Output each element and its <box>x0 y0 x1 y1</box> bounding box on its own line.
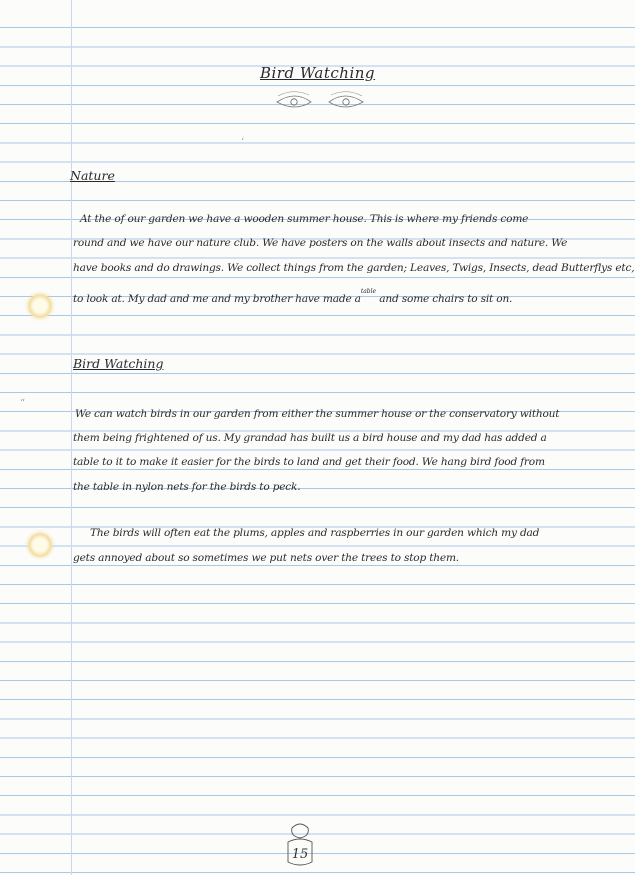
punch-hole-bottom <box>28 533 52 557</box>
text-line: round and we have our nature club. We have posters on the walls about insects and nature. We <box>73 237 568 249</box>
text-line: We can watch birds in our garden from either the summer house or the conservatory without <box>75 408 560 420</box>
text-line: have books and do drawings. We collect things from the garden; Leaves, Twigs, Insects, dead Butterflys etc, <box>73 262 635 274</box>
page-title: Bird Watching <box>259 64 376 82</box>
text-line: gets annoyed about so sometimes we put nets over the trees to stop them. <box>73 552 459 564</box>
page-number: 15 <box>291 847 309 862</box>
section-heading: Nature <box>70 168 115 183</box>
inserted-word: table <box>360 288 377 295</box>
punch-hole-top <box>28 294 52 318</box>
pencil-mark: ‘ <box>241 137 245 148</box>
eyes-drawing <box>275 90 365 114</box>
pencil-mark: “ <box>20 398 26 409</box>
page-number-badge <box>280 822 320 870</box>
text-line: table to it to make it easier for the birds to land and get their food. We hang bird food from <box>73 456 545 468</box>
text-line: The birds will often eat the plums, apples and raspberries in our garden which my dad <box>90 527 540 539</box>
margin-line <box>71 0 72 875</box>
text-line: to look at. My dad and me and my brother have made $a^{table}$ and some chairs to sit on. <box>73 288 513 305</box>
text-line: them being frightened of us. My grandad has built us a bird house and my dad has added a <box>73 432 547 444</box>
section-heading: Bird Watching <box>73 356 164 371</box>
text-line: the table in nylon nets for the birds to peck. <box>73 481 301 493</box>
text-line: At the of our garden we have a wooden summer house. This is where my friends come <box>80 213 529 225</box>
